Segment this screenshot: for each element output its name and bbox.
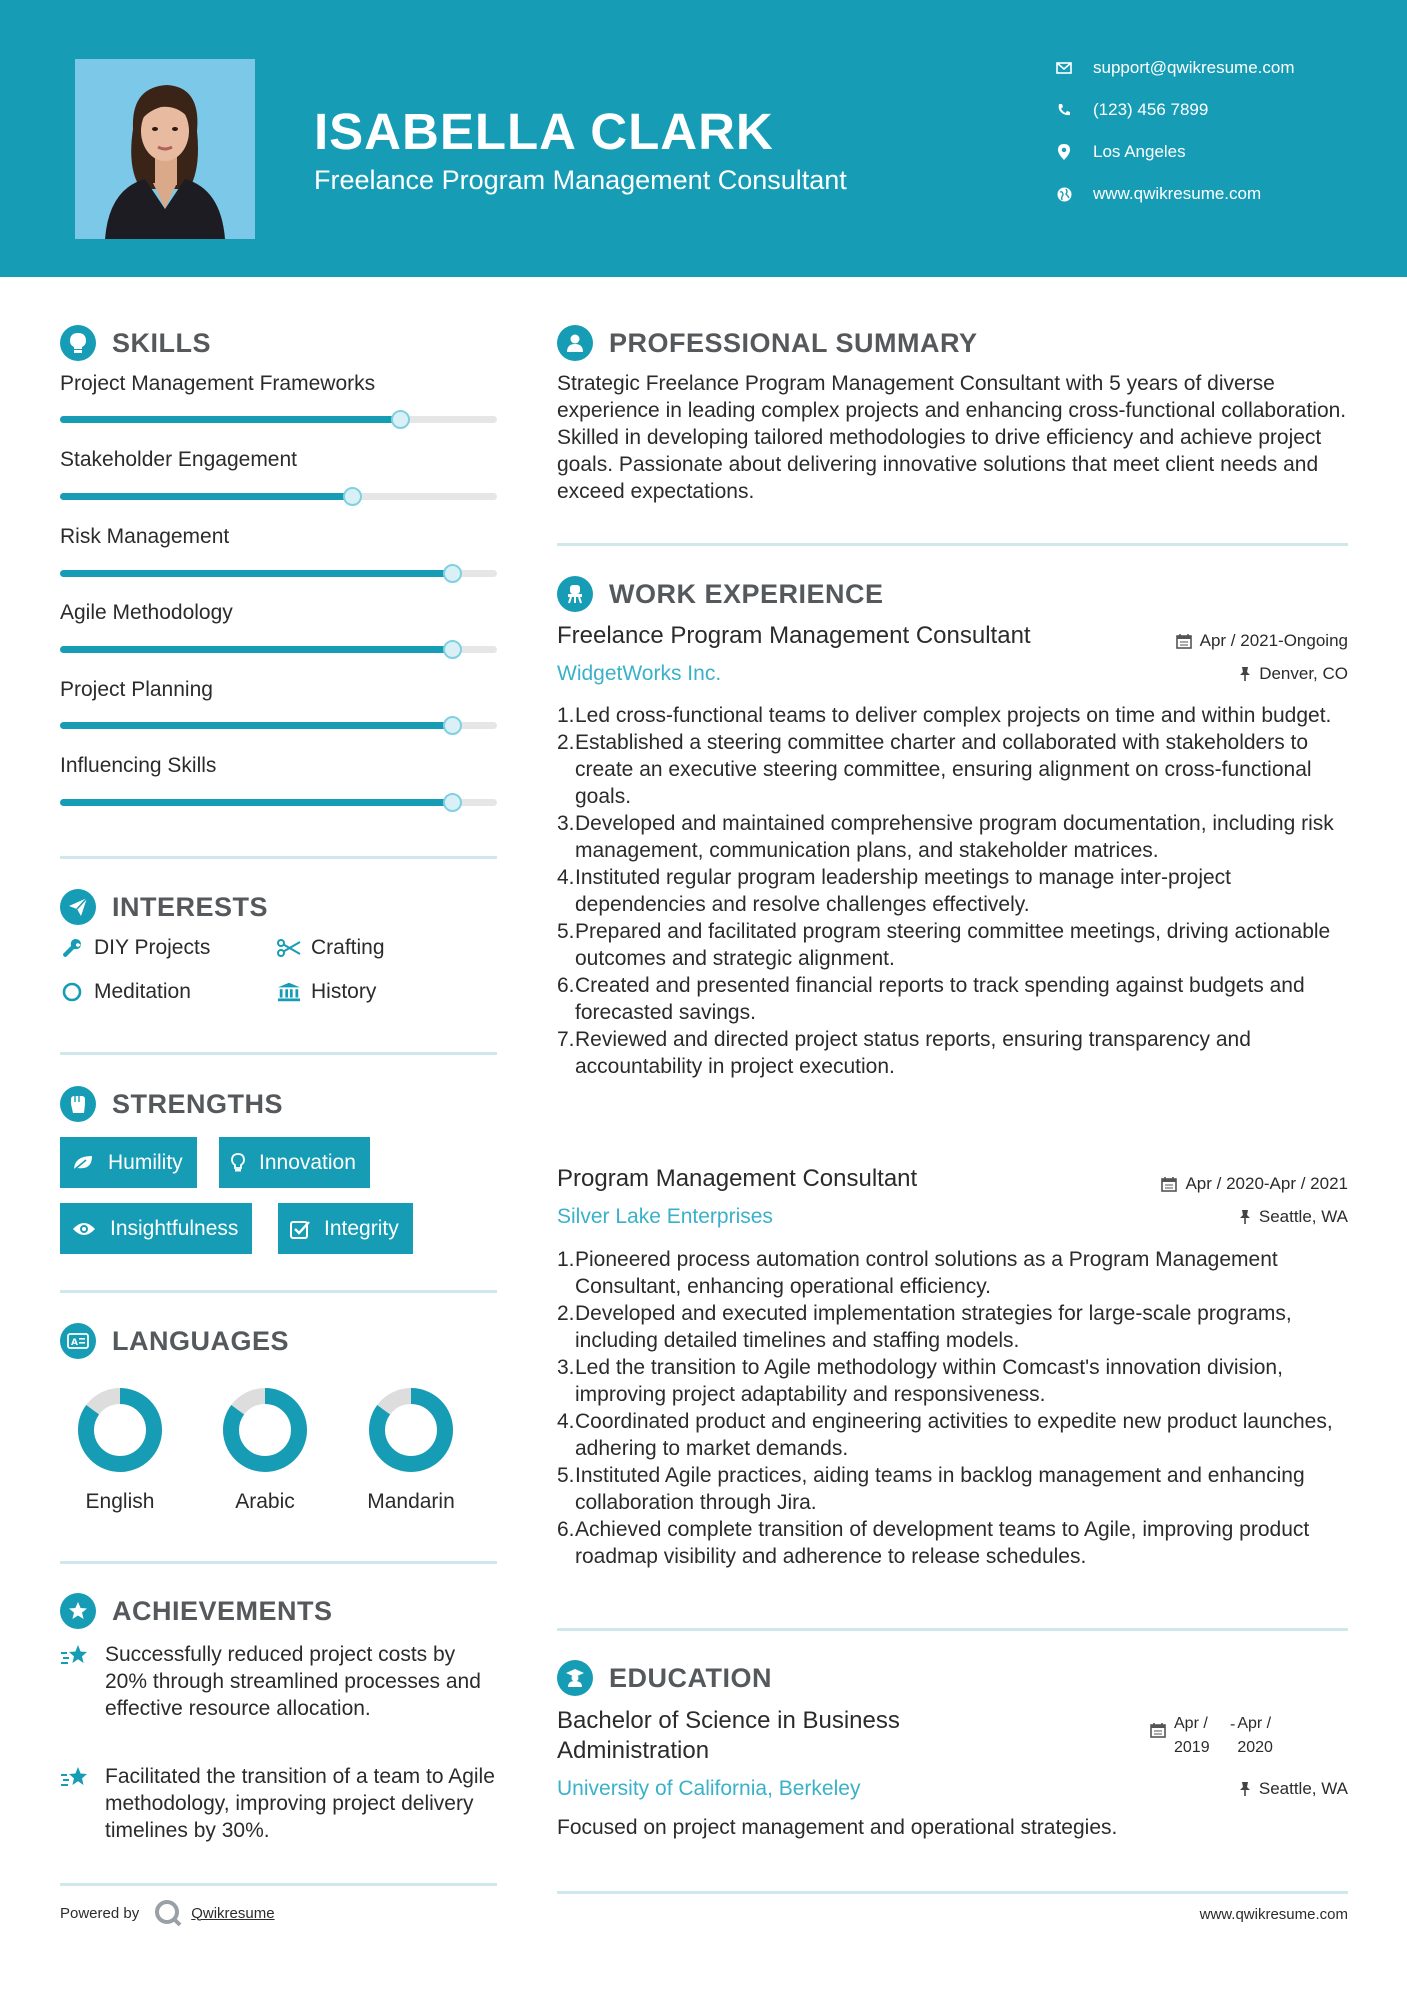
globe-icon bbox=[1053, 187, 1075, 202]
pushpin-icon bbox=[1239, 666, 1251, 682]
paper-plane-icon bbox=[60, 889, 96, 925]
shooting-star-icon bbox=[60, 1763, 105, 1844]
company-name: WidgetWorks Inc. bbox=[557, 662, 722, 685]
skill-label: Project Management Frameworks bbox=[60, 372, 376, 395]
skill-bar-knob bbox=[391, 410, 410, 429]
degree-title-continued: Administration bbox=[557, 1737, 710, 1764]
contact-email[interactable] bbox=[1053, 58, 1295, 78]
language-icon bbox=[60, 1323, 96, 1359]
wrench-icon bbox=[60, 938, 84, 958]
qwikresume-link[interactable]: Qwikresume bbox=[191, 1904, 275, 1922]
skill-bar bbox=[60, 722, 497, 729]
achievements-heading: ACHIEVEMENTS bbox=[60, 1593, 333, 1629]
skill-label: Influencing Skills bbox=[60, 754, 217, 777]
language-label: Mandarin bbox=[367, 1490, 455, 1513]
education-heading: EDUCATION bbox=[557, 1660, 772, 1696]
user-icon bbox=[557, 325, 593, 361]
skill-bar bbox=[60, 646, 497, 653]
skill-bar bbox=[60, 416, 497, 423]
bullet-item: 2. Developed and executed implementation strategies for large-scale programs, including detailed timelines and staffing models. bbox=[557, 1302, 1292, 1352]
lightbulb-outline-icon bbox=[231, 1153, 245, 1173]
contact-website-text: www.qwikresume.com bbox=[1093, 184, 1262, 203]
summary-heading: PROFESSIONAL SUMMARY bbox=[557, 325, 978, 361]
bullet-item: 1. Led cross-functional teams to deliver complex projects on time and within budget. bbox=[557, 704, 1332, 727]
pushpin-icon bbox=[1239, 1781, 1251, 1797]
skill-bar-fill bbox=[60, 416, 401, 423]
interest-item: History bbox=[277, 980, 376, 1004]
strength-tag: Innovation bbox=[219, 1137, 370, 1188]
graduate-icon bbox=[557, 1660, 593, 1696]
education-description: Focused on project management and operational strategies. bbox=[557, 1816, 1118, 1839]
bullet-item: 6. Created and presented financial reports to track spending against budgets and forecasted savings. bbox=[557, 974, 1305, 1024]
phone-icon bbox=[1053, 103, 1075, 117]
profile-photo bbox=[75, 59, 255, 239]
chair-icon bbox=[557, 576, 593, 612]
contact-phone[interactable] bbox=[1053, 100, 1208, 120]
skill-bar-fill bbox=[60, 722, 453, 729]
lightbulb-icon bbox=[60, 325, 96, 361]
skill-bar bbox=[60, 493, 497, 500]
strength-tag: Integrity bbox=[278, 1203, 413, 1254]
section-divider bbox=[557, 1628, 1348, 1631]
section-divider bbox=[60, 1883, 497, 1886]
job-bullets bbox=[557, 1246, 1347, 1570]
candidate-headline: Freelance Program Management Consultant bbox=[314, 165, 847, 195]
scissors-icon bbox=[277, 939, 301, 957]
skill-label: Agile Methodology bbox=[60, 601, 233, 624]
strength-tag: Humility bbox=[60, 1137, 197, 1188]
section-divider bbox=[60, 1561, 497, 1564]
languages-heading: A LANGUAGES bbox=[60, 1323, 289, 1359]
strengths-heading: STRENGTHS bbox=[60, 1086, 283, 1122]
checkbox-icon bbox=[290, 1219, 310, 1239]
powered-by: Powered by Qwikresume bbox=[60, 1898, 275, 1928]
circle-icon bbox=[60, 982, 84, 1002]
achievement-item: Successfully reduced project costs by 20% through streamlined processes and effective resource allocation. bbox=[60, 1641, 500, 1722]
language-label: English bbox=[85, 1490, 155, 1513]
school-name: University of California, Berkeley bbox=[557, 1777, 861, 1800]
eye-icon bbox=[72, 1221, 96, 1237]
envelope-icon bbox=[1053, 62, 1075, 74]
skill-bar-knob bbox=[443, 640, 462, 659]
job-location: Denver, CO bbox=[1239, 664, 1348, 684]
interest-item: DIY Projects bbox=[60, 936, 210, 960]
candidate-name: ISABELLA CLARK bbox=[314, 103, 774, 160]
skills-heading: SKILLS bbox=[60, 325, 211, 361]
calendar-icon bbox=[1176, 633, 1192, 649]
skill-bar-fill bbox=[60, 493, 353, 500]
pushpin-icon bbox=[1239, 1209, 1251, 1225]
bullet-item: 3. Led the transition to Agile methodology within Comcast's innovation division, improving project adaptability and responsiveness. bbox=[557, 1356, 1283, 1406]
education-dates: Apr / 2019 - Apr / 2020 bbox=[1150, 1712, 1281, 1760]
job-bullets bbox=[557, 702, 1347, 1080]
header-banner bbox=[0, 0, 1407, 277]
skill-bar-knob bbox=[443, 716, 462, 735]
section-divider bbox=[557, 543, 1348, 546]
bullet-item: 2. Established a steering committee charter and collaborated with stakeholders to create an executive steering committee, ensuring alignment on cross-functional goals. bbox=[557, 731, 1312, 808]
calendar-icon bbox=[1161, 1176, 1177, 1192]
contact-phone-text: (123) 456 7899 bbox=[1093, 100, 1209, 119]
svg-text:A: A bbox=[71, 1338, 79, 1348]
summary-text: Strategic Freelance Program Management Consultant with 5 years of diverse experience in leading complex projects and enhancing cross-functional collaboration. Skilled in developing tailored methodologies to drive efficiency and achieve project goals. Passionate about delivering innovative solutions that meet client needs and exceed expectations. bbox=[557, 372, 1347, 503]
skill-label: Stakeholder Engagement bbox=[60, 448, 297, 471]
job-title: Program Management Consultant bbox=[557, 1165, 918, 1192]
skill-bar-knob bbox=[343, 487, 362, 506]
bullet-item: 7. Reviewed and directed project status reports, ensuring transparency and accountability in project execution. bbox=[557, 1028, 1251, 1078]
strength-tag: Insightfulness bbox=[60, 1203, 252, 1254]
contact-location-text: Los Angeles bbox=[1093, 142, 1186, 161]
skill-bar-knob bbox=[443, 793, 462, 812]
skill-bar bbox=[60, 799, 497, 806]
education-location: Seattle, WA bbox=[1239, 1779, 1348, 1799]
degree-title: Bachelor of Science in Business bbox=[557, 1707, 900, 1734]
job-dates: Apr / 2021-Ongoing bbox=[1176, 631, 1348, 651]
skill-bar-fill bbox=[60, 646, 453, 653]
bullet-item: 5. Instituted Agile practices, aiding teams in backlog management and enhancing collaboration through Jira. bbox=[557, 1464, 1305, 1514]
skill-bar-knob bbox=[443, 564, 462, 583]
skill-label: Project Planning bbox=[60, 678, 213, 701]
fist-icon bbox=[60, 1086, 96, 1122]
qwikresume-logo-icon bbox=[153, 1898, 183, 1928]
bullet-item: 6. Achieved complete transition of development teams to Agile, improving product roadmap visibility and adherence to release schedules. bbox=[557, 1518, 1310, 1568]
company-name: Silver Lake Enterprises bbox=[557, 1205, 773, 1228]
bank-icon bbox=[277, 981, 301, 1003]
bullet-item: 3. Developed and maintained comprehensive program documentation, including risk management, communication plans, and stakeholder matrices. bbox=[557, 812, 1334, 862]
job-dates: Apr / 2020-Apr / 2021 bbox=[1161, 1174, 1348, 1194]
map-pin-icon bbox=[1053, 144, 1075, 160]
section-divider bbox=[60, 1290, 497, 1293]
achievement-item: Facilitated the transition of a team to Agile methodology, improving project delivery timelines by 30%. bbox=[60, 1763, 500, 1844]
contact-website[interactable] bbox=[1053, 184, 1261, 204]
skill-bar-fill bbox=[60, 799, 453, 806]
section-divider bbox=[60, 1052, 497, 1055]
interest-item: Crafting bbox=[277, 936, 385, 960]
job-title: Freelance Program Management Consultant bbox=[557, 622, 1031, 649]
shooting-star-icon bbox=[60, 1641, 105, 1722]
job-location: Seattle, WA bbox=[1239, 1207, 1348, 1227]
interest-item: Meditation bbox=[60, 980, 191, 1004]
bullet-item: 5. Prepared and facilitated program steering committee meetings, driving actionable outcomes and strategic alignment. bbox=[557, 920, 1331, 970]
skill-bar bbox=[60, 570, 497, 577]
leaf-icon bbox=[72, 1154, 94, 1172]
bullet-item: 1. Pioneered process automation control solutions as a Program Management Consultant, enhancing operational efficiency. bbox=[557, 1248, 1278, 1298]
skill-label: Risk Management bbox=[60, 525, 230, 548]
section-divider bbox=[60, 856, 497, 859]
language-label: Arabic bbox=[235, 1490, 295, 1513]
skill-bar-fill bbox=[60, 570, 453, 577]
bullet-item: 4. Coordinated product and engineering activities to expedite new product launches, adhering to market demands. bbox=[557, 1410, 1333, 1460]
star-badge-icon bbox=[60, 1593, 96, 1629]
bullet-item: 4. Instituted regular program leadership meetings to manage inter-project dependencies and resolve challenges effectively. bbox=[557, 866, 1232, 916]
contact-location bbox=[1053, 142, 1186, 162]
experience-heading: WORK EXPERIENCE bbox=[557, 576, 884, 612]
contact-email-text: support@qwikresume.com bbox=[1093, 58, 1295, 77]
interests-heading: INTERESTS bbox=[60, 889, 268, 925]
section-divider bbox=[557, 1891, 1348, 1894]
footer-website[interactable]: www.qwikresume.com bbox=[1199, 1906, 1348, 1923]
calendar-icon bbox=[1150, 1712, 1166, 1743]
language-donuts bbox=[60, 1380, 500, 1490]
